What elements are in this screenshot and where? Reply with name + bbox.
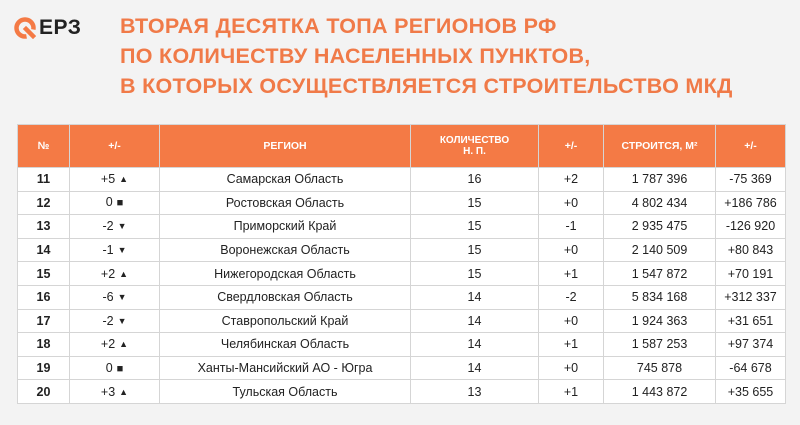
cell-settlement-count: 14	[411, 309, 539, 333]
cell-region: Приморский Край	[160, 215, 411, 239]
cell-area-change: +80 843	[716, 238, 786, 262]
cell-area: 4 802 434	[604, 191, 716, 215]
cell-region: Ханты-Мансийский АО - Югра	[160, 356, 411, 380]
cell-rank: 17	[18, 309, 70, 333]
header-area-change: +/-	[716, 125, 786, 168]
cell-region: Нижегородская Область	[160, 262, 411, 286]
triangle-up-icon: ▲	[119, 386, 129, 397]
cell-area: 2 140 509	[604, 238, 716, 262]
cell-area: 1 547 872	[604, 262, 716, 286]
triangle-up-icon: ▲	[119, 268, 129, 279]
triangle-up-icon: ▲	[119, 174, 129, 185]
cell-rank: 18	[18, 333, 70, 357]
rank-change-value: +3	[100, 384, 116, 399]
table-row	[18, 215, 786, 239]
cell-region: Ставропольский Край	[160, 309, 411, 333]
table-body	[18, 168, 786, 404]
cell-count-change: +0	[539, 238, 604, 262]
brand-logo-text: ЕРЗ	[39, 16, 82, 39]
cell-area-change: -64 678	[716, 356, 786, 380]
cell-rank-change	[70, 191, 160, 215]
rank-change-value: -1	[102, 243, 114, 258]
cell-area: 745 878	[604, 356, 716, 380]
cell-settlement-count: 14	[411, 356, 539, 380]
table-row	[18, 285, 786, 309]
cell-rank: 19	[18, 356, 70, 380]
cell-region: Ростовская Область	[160, 191, 411, 215]
rank-change-value: -6	[102, 290, 114, 305]
cell-rank-change	[70, 238, 160, 262]
table-row	[18, 262, 786, 286]
table-row	[18, 168, 786, 192]
cell-area-change: +35 655	[716, 380, 786, 404]
cell-area: 2 935 475	[604, 215, 716, 239]
cell-rank-change	[70, 168, 160, 192]
header-settlement-count-line-2: Н. П.	[463, 146, 486, 157]
cell-rank: 11	[18, 168, 70, 192]
triangle-up-icon: ▲	[119, 339, 129, 350]
cell-region: Самарская Область	[160, 168, 411, 192]
cell-settlement-count: 15	[411, 191, 539, 215]
triangle-down-icon: ▼	[117, 221, 127, 232]
cell-rank-change	[70, 380, 160, 404]
rank-change-value: 0	[105, 360, 113, 375]
cell-rank: 20	[18, 380, 70, 404]
cell-area-change: -75 369	[716, 168, 786, 192]
cell-rank: 16	[18, 285, 70, 309]
header-region: РЕГИОН	[160, 125, 411, 168]
cell-area: 1 924 363	[604, 309, 716, 333]
cell-area: 1 587 253	[604, 333, 716, 357]
cell-rank: 14	[18, 238, 70, 262]
cell-settlement-count: 15	[411, 238, 539, 262]
cell-settlement-count: 16	[411, 168, 539, 192]
cell-count-change: -2	[539, 285, 604, 309]
cell-count-change: +0	[539, 356, 604, 380]
triangle-down-icon: ▼	[117, 315, 127, 326]
cell-settlement-count: 15	[411, 262, 539, 286]
cell-rank-change	[70, 215, 160, 239]
rank-change-value: +5	[100, 172, 116, 187]
rank-change-value: +2	[100, 337, 116, 352]
header-count-change: +/-	[539, 125, 604, 168]
cell-settlement-count: 14	[411, 333, 539, 357]
cell-region: Воронежская Область	[160, 238, 411, 262]
table-row	[18, 356, 786, 380]
cell-area: 1 787 396	[604, 168, 716, 192]
square-icon: ■	[116, 362, 124, 375]
cell-count-change: +0	[539, 191, 604, 215]
cell-count-change: +1	[539, 380, 604, 404]
cell-area-change: +70 191	[716, 262, 786, 286]
rank-change-value: +2	[100, 266, 116, 281]
cell-region: Челябинская Область	[160, 333, 411, 357]
page-title-line-1: ВТОРАЯ ДЕСЯТКА ТОПА РЕГИОНОВ РФ	[120, 14, 557, 38]
header-rank-change: +/-	[70, 125, 160, 168]
table-row	[18, 191, 786, 215]
cell-area-change: +186 786	[716, 191, 786, 215]
cell-area: 5 834 168	[604, 285, 716, 309]
cell-area: 1 443 872	[604, 380, 716, 404]
cell-rank: 15	[18, 262, 70, 286]
rank-change-value: -2	[102, 313, 114, 328]
page-title	[120, 11, 790, 101]
cell-count-change: +0	[539, 309, 604, 333]
triangle-down-icon: ▼	[117, 245, 127, 256]
cell-count-change: +2	[539, 168, 604, 192]
cell-area-change: -126 920	[716, 215, 786, 239]
table-row	[18, 380, 786, 404]
brand-logo	[14, 16, 81, 40]
header-settlement-count	[411, 125, 539, 168]
rank-change-value: 0	[105, 195, 113, 210]
cell-area-change: +97 374	[716, 333, 786, 357]
rank-change-value: -2	[102, 219, 114, 234]
cell-rank: 12	[18, 191, 70, 215]
table-row	[18, 238, 786, 262]
page-title-line-2: ПО КОЛИЧЕСТВУ НАСЕЛЕННЫХ ПУНКТОВ,	[120, 44, 591, 68]
cell-rank: 13	[18, 215, 70, 239]
cell-rank-change	[70, 356, 160, 380]
header-area: СТРОИТСЯ, М²	[604, 125, 716, 168]
cell-region: Тульская Область	[160, 380, 411, 404]
brand-logo-icon	[14, 17, 36, 39]
regions-table	[17, 124, 786, 404]
cell-area-change: +31 651	[716, 309, 786, 333]
cell-rank-change	[70, 309, 160, 333]
cell-region: Свердловская Область	[160, 285, 411, 309]
table-row	[18, 309, 786, 333]
cell-settlement-count: 15	[411, 215, 539, 239]
cell-count-change: +1	[539, 262, 604, 286]
table-header-row	[18, 125, 786, 168]
cell-count-change: +1	[539, 333, 604, 357]
page-title-line-3: В КОТОРЫХ ОСУЩЕСТВЛЯЕТСЯ СТРОИТЕЛЬСТВО МКД	[120, 74, 733, 98]
cell-settlement-count: 13	[411, 380, 539, 404]
cell-rank-change	[70, 285, 160, 309]
header-settlement-count-line-1: КОЛИЧЕСТВО	[439, 135, 510, 146]
table-row	[18, 333, 786, 357]
square-icon: ■	[116, 197, 124, 210]
header-rank: №	[18, 125, 70, 168]
cell-settlement-count: 14	[411, 285, 539, 309]
cell-rank-change	[70, 333, 160, 357]
cell-area-change: +312 337	[716, 285, 786, 309]
cell-rank-change	[70, 262, 160, 286]
cell-count-change: -1	[539, 215, 604, 239]
triangle-down-icon: ▼	[117, 292, 127, 303]
